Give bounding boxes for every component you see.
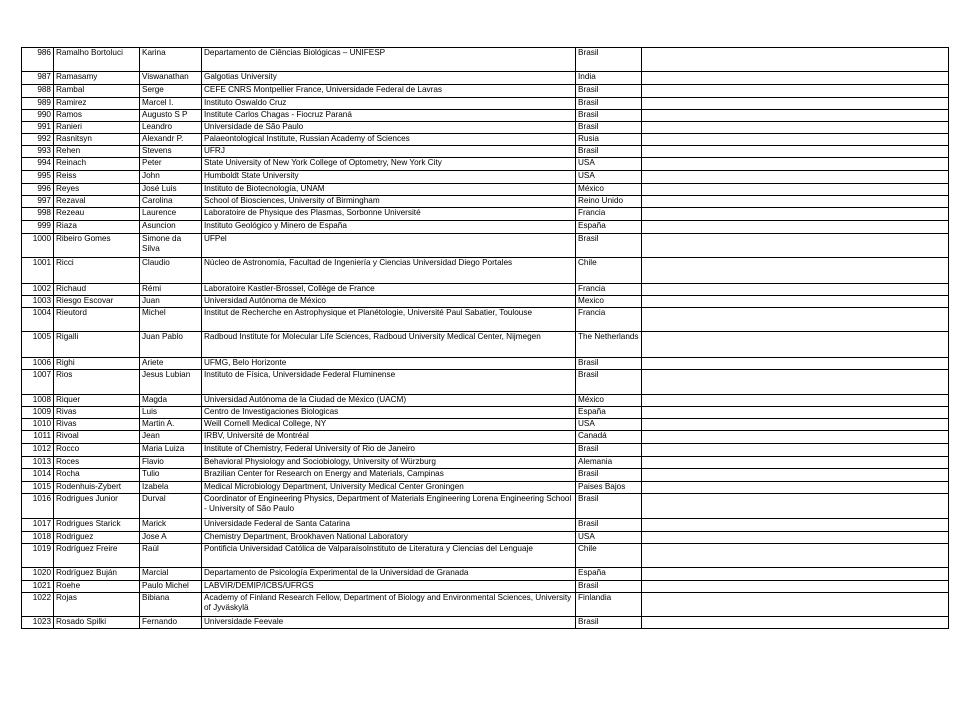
- given-name-cell: Paulo Michel: [140, 581, 202, 593]
- country-cell: Brasil: [576, 85, 642, 98]
- country-cell: Finlandia: [576, 593, 642, 617]
- surname-cell: Roces: [54, 457, 140, 469]
- surname-cell: Rivas: [54, 407, 140, 419]
- given-name-cell: Karina: [140, 48, 202, 72]
- empty-cell: [642, 98, 949, 110]
- row-number: 1003: [22, 296, 54, 308]
- row-number: 1004: [22, 308, 54, 332]
- country-cell: Francia: [576, 208, 642, 221]
- empty-cell: [642, 444, 949, 457]
- table-row: [22, 519, 949, 532]
- institution-cell: Weill Cornell Medical College, NY: [202, 419, 576, 431]
- surname-cell: Riesgo Escovar: [54, 296, 140, 308]
- empty-cell: [642, 469, 949, 482]
- given-name-cell: Simone da Silva: [140, 234, 202, 258]
- table-row: [22, 196, 949, 208]
- empty-cell: [642, 85, 949, 98]
- given-name-cell: Marick: [140, 519, 202, 532]
- institution-cell: IRBV, Université de Montréal: [202, 431, 576, 444]
- empty-cell: [642, 184, 949, 196]
- empty-cell: [642, 332, 949, 358]
- empty-cell: [642, 544, 949, 568]
- given-name-cell: Claudio: [140, 258, 202, 284]
- row-number: 996: [22, 184, 54, 196]
- table-row: [22, 184, 949, 196]
- surname-cell: Righi: [54, 358, 140, 370]
- country-cell: Francia: [576, 284, 642, 296]
- country-cell: Brasil: [576, 469, 642, 482]
- given-name-cell: Juan: [140, 296, 202, 308]
- country-cell: Brasil: [576, 98, 642, 110]
- country-cell: España: [576, 221, 642, 234]
- empty-cell: [642, 581, 949, 593]
- row-number: 1014: [22, 469, 54, 482]
- row-number: 999: [22, 221, 54, 234]
- surname-cell: Rezeau: [54, 208, 140, 221]
- row-number: 989: [22, 98, 54, 110]
- given-name-cell: Jean: [140, 431, 202, 444]
- surname-cell: Reinach: [54, 158, 140, 171]
- institution-cell: UFRJ: [202, 146, 576, 158]
- surname-cell: Rieutord: [54, 308, 140, 332]
- country-cell: India: [576, 72, 642, 85]
- table-row: [22, 258, 949, 284]
- given-name-cell: Michel: [140, 308, 202, 332]
- empty-cell: [642, 519, 949, 532]
- institution-cell: Departamento de Psicología Experimental de la Universidad de Granada: [202, 568, 576, 581]
- given-name-cell: John: [140, 171, 202, 184]
- surname-cell: Rehen: [54, 146, 140, 158]
- country-cell: Brasil: [576, 48, 642, 72]
- surname-cell: Rivoal: [54, 431, 140, 444]
- given-name-cell: Viswanathan: [140, 72, 202, 85]
- table-row: [22, 494, 949, 519]
- institution-cell: Universidad Autónoma de México: [202, 296, 576, 308]
- surname-cell: Richaud: [54, 284, 140, 296]
- table-row: [22, 158, 949, 171]
- table-row: [22, 358, 949, 370]
- row-number: 988: [22, 85, 54, 98]
- table-row: [22, 134, 949, 146]
- empty-cell: [642, 494, 949, 519]
- table-row: [22, 568, 949, 581]
- surname-cell: Ramalho Bortoluci: [54, 48, 140, 72]
- row-number: 1000: [22, 234, 54, 258]
- given-name-cell: Jesus Lubian: [140, 370, 202, 395]
- country-cell: Alemania: [576, 457, 642, 469]
- empty-cell: [642, 171, 949, 184]
- country-cell: Brasil: [576, 444, 642, 457]
- country-cell: Rusia: [576, 134, 642, 146]
- surname-cell: Rodrïguez Buján: [54, 568, 140, 581]
- country-cell: Canadá: [576, 431, 642, 444]
- table-row: [22, 48, 949, 72]
- table-row: [22, 431, 949, 444]
- surname-cell: Rocco: [54, 444, 140, 457]
- surname-cell: Rasnitsyn: [54, 134, 140, 146]
- surname-cell: Rodenhuis-Zybert: [54, 482, 140, 494]
- country-cell: USA: [576, 158, 642, 171]
- surname-cell: Ricci: [54, 258, 140, 284]
- given-name-cell: Ariete: [140, 358, 202, 370]
- institution-cell: Departamento de Ciências Biológicas – UNIFESP: [202, 48, 576, 72]
- table-row: [22, 617, 949, 629]
- empty-cell: [642, 457, 949, 469]
- row-number: 990: [22, 110, 54, 122]
- institution-cell: Laboratoire Kastler-Brossel, Collège de France: [202, 284, 576, 296]
- table-row: [22, 171, 949, 184]
- given-name-cell: Fernando: [140, 617, 202, 629]
- institution-cell: Universidade Federal de Santa Catarina: [202, 519, 576, 532]
- table-row: [22, 482, 949, 494]
- institution-cell: Behavioral Physiology and Sociobiology, University of Würzburg: [202, 457, 576, 469]
- surname-cell: Riaza: [54, 221, 140, 234]
- given-name-cell: Augusto S P: [140, 110, 202, 122]
- surname-cell: Rosado Spilki: [54, 617, 140, 629]
- empty-cell: [642, 358, 949, 370]
- institution-cell: Centro de Investigaciones Biologicas: [202, 407, 576, 419]
- surname-cell: Rojas: [54, 593, 140, 617]
- row-number: 1015: [22, 482, 54, 494]
- row-number: 1009: [22, 407, 54, 419]
- table-row: [22, 98, 949, 110]
- row-number: 1019: [22, 544, 54, 568]
- row-number: 1017: [22, 519, 54, 532]
- row-number: 1020: [22, 568, 54, 581]
- given-name-cell: Juan Pablo: [140, 332, 202, 358]
- empty-cell: [642, 208, 949, 221]
- table-row: [22, 284, 949, 296]
- table-row: [22, 544, 949, 568]
- row-number: 1018: [22, 532, 54, 544]
- country-cell: Chile: [576, 544, 642, 568]
- surname-cell: Rodrigues Starick: [54, 519, 140, 532]
- table-row: [22, 234, 949, 258]
- country-cell: Brasil: [576, 234, 642, 258]
- surname-cell: Ramos: [54, 110, 140, 122]
- institution-cell: Palaeontological Institute, Russian Academy of Sciences: [202, 134, 576, 146]
- table-row: [22, 332, 949, 358]
- table-row: [22, 407, 949, 419]
- institution-cell: Instituto Geológico y Minero de España: [202, 221, 576, 234]
- empty-cell: [642, 284, 949, 296]
- institution-cell: Instituto Oswaldo Cruz: [202, 98, 576, 110]
- country-cell: España: [576, 568, 642, 581]
- empty-cell: [642, 72, 949, 85]
- table-row: [22, 146, 949, 158]
- row-number: 986: [22, 48, 54, 72]
- given-name-cell: Bibiana: [140, 593, 202, 617]
- empty-cell: [642, 122, 949, 134]
- given-name-cell: Izabela: [140, 482, 202, 494]
- empty-cell: [642, 134, 949, 146]
- empty-cell: [642, 482, 949, 494]
- row-number: 1012: [22, 444, 54, 457]
- surname-cell: Rigalli: [54, 332, 140, 358]
- given-name-cell: Magda: [140, 395, 202, 407]
- empty-cell: [642, 258, 949, 284]
- country-cell: Brasil: [576, 581, 642, 593]
- country-cell: España: [576, 407, 642, 419]
- empty-cell: [642, 395, 949, 407]
- row-number: 1021: [22, 581, 54, 593]
- institution-cell: Galgotias University: [202, 72, 576, 85]
- country-cell: Brasil: [576, 617, 642, 629]
- country-cell: Brasil: [576, 122, 642, 134]
- institution-cell: School of Biosciences, University of Birmingham: [202, 196, 576, 208]
- table-row: [22, 308, 949, 332]
- surname-cell: Ranieri: [54, 122, 140, 134]
- row-number: 1016: [22, 494, 54, 519]
- institution-cell: Chemistry Department, Brookhaven National Laboratory: [202, 532, 576, 544]
- empty-cell: [642, 370, 949, 395]
- surname-cell: Ribeiro Gomes: [54, 234, 140, 258]
- institution-cell: Institute Carlos Chagas - Fiocruz Paraná: [202, 110, 576, 122]
- surname-cell: Ramasamy: [54, 72, 140, 85]
- table-row: [22, 72, 949, 85]
- institution-cell: Brazilian Center for Research on Energy and Materials, Campinas: [202, 469, 576, 482]
- given-name-cell: Maria Luiza: [140, 444, 202, 457]
- institution-cell: Pontificia Universidad Católica de ValparaísoInstituto de Literatura y Ciencias del Lenguaje: [202, 544, 576, 568]
- empty-cell: [642, 407, 949, 419]
- given-name-cell: Marcial: [140, 568, 202, 581]
- signatories-table: [21, 47, 949, 629]
- country-cell: Paises Bajos: [576, 482, 642, 494]
- institution-cell: Coordinator of Engineering Physics, Department of Materials Engineering Lorena Engineering School - University of São Paulo: [202, 494, 576, 519]
- row-number: 1005: [22, 332, 54, 358]
- row-number: 1008: [22, 395, 54, 407]
- row-number: 998: [22, 208, 54, 221]
- given-name-cell: Jose A: [140, 532, 202, 544]
- empty-cell: [642, 419, 949, 431]
- surname-cell: Rodriguez: [54, 532, 140, 544]
- given-name-cell: Peter: [140, 158, 202, 171]
- institution-cell: Humboldt State University: [202, 171, 576, 184]
- country-cell: Brasil: [576, 110, 642, 122]
- institution-cell: Laboratoire de Physique des Plasmas, Sorbonne Université: [202, 208, 576, 221]
- given-name-cell: Marcel I.: [140, 98, 202, 110]
- given-name-cell: Luis: [140, 407, 202, 419]
- row-number: 1010: [22, 419, 54, 431]
- institution-cell: Universidade Feevale: [202, 617, 576, 629]
- surname-cell: Rios: [54, 370, 140, 395]
- table-row: [22, 457, 949, 469]
- empty-cell: [642, 617, 949, 629]
- given-name-cell: Rémi: [140, 284, 202, 296]
- empty-cell: [642, 146, 949, 158]
- table-row: [22, 110, 949, 122]
- row-number: 995: [22, 171, 54, 184]
- surname-cell: Ramirez: [54, 98, 140, 110]
- given-name-cell: José Luis: [140, 184, 202, 196]
- surname-cell: Rocha: [54, 469, 140, 482]
- country-cell: México: [576, 395, 642, 407]
- given-name-cell: Asuncion: [140, 221, 202, 234]
- empty-cell: [642, 431, 949, 444]
- row-number: 987: [22, 72, 54, 85]
- country-cell: The Netherlands: [576, 332, 642, 358]
- table-row: [22, 85, 949, 98]
- empty-cell: [642, 196, 949, 208]
- table-row: [22, 419, 949, 431]
- institution-cell: LABVIR/DEMIP/ICBS/UFRGS: [202, 581, 576, 593]
- given-name-cell: Durval: [140, 494, 202, 519]
- country-cell: México: [576, 184, 642, 196]
- row-number: 991: [22, 122, 54, 134]
- table-row: [22, 581, 949, 593]
- table-row: [22, 395, 949, 407]
- country-cell: Francia: [576, 308, 642, 332]
- country-cell: USA: [576, 532, 642, 544]
- institution-cell: Instituto de Biotecnología, UNAM: [202, 184, 576, 196]
- given-name-cell: Leandro: [140, 122, 202, 134]
- row-number: 993: [22, 146, 54, 158]
- table-row: [22, 221, 949, 234]
- surname-cell: Rambal: [54, 85, 140, 98]
- given-name-cell: Alexandr P.: [140, 134, 202, 146]
- row-number: 1002: [22, 284, 54, 296]
- table-row: [22, 593, 949, 617]
- country-cell: Mexico: [576, 296, 642, 308]
- institution-cell: UFMG, Belo Horizonte: [202, 358, 576, 370]
- given-name-cell: Martin A.: [140, 419, 202, 431]
- institution-cell: Institut de Recherche en Astrophysique et Planétologie, Université Paul Sabatier, Toulouse: [202, 308, 576, 332]
- row-number: 1022: [22, 593, 54, 617]
- institution-cell: Universidad Autónoma de la Ciudad de México (UACM): [202, 395, 576, 407]
- row-number: 992: [22, 134, 54, 146]
- table-row: [22, 208, 949, 221]
- row-number: 1023: [22, 617, 54, 629]
- country-cell: Brasil: [576, 494, 642, 519]
- country-cell: Chile: [576, 258, 642, 284]
- empty-cell: [642, 296, 949, 308]
- table-row: [22, 532, 949, 544]
- empty-cell: [642, 568, 949, 581]
- institution-cell: UFPel: [202, 234, 576, 258]
- institution-cell: Instituto de Física, Universidade Federal Fluminense: [202, 370, 576, 395]
- empty-cell: [642, 158, 949, 171]
- institution-cell: Institute of Chemistry, Federal University of Rio de Janeiro: [202, 444, 576, 457]
- table-row: [22, 444, 949, 457]
- institution-cell: Medical Microbiology Department, University Medical Center Groningen: [202, 482, 576, 494]
- country-cell: Brasil: [576, 519, 642, 532]
- row-number: 1007: [22, 370, 54, 395]
- country-cell: USA: [576, 419, 642, 431]
- surname-cell: Riquer: [54, 395, 140, 407]
- country-cell: Brasil: [576, 146, 642, 158]
- surname-cell: Rodrigues Junior: [54, 494, 140, 519]
- empty-cell: [642, 308, 949, 332]
- row-number: 1006: [22, 358, 54, 370]
- given-name-cell: Stevens: [140, 146, 202, 158]
- surname-cell: Roehe: [54, 581, 140, 593]
- surname-cell: Rezaval: [54, 196, 140, 208]
- empty-cell: [642, 110, 949, 122]
- country-cell: Brasil: [576, 370, 642, 395]
- institution-cell: Núcleo de Astronomía, Facultad de Ingeniería y Ciencias Universidad Diego Portales: [202, 258, 576, 284]
- row-number: 1013: [22, 457, 54, 469]
- institution-cell: Universidade de São Paulo: [202, 122, 576, 134]
- table-row: [22, 122, 949, 134]
- empty-cell: [642, 532, 949, 544]
- row-number: 997: [22, 196, 54, 208]
- row-number: 994: [22, 158, 54, 171]
- given-name-cell: Tulio: [140, 469, 202, 482]
- table-row: [22, 370, 949, 395]
- surname-cell: Rodríguez Freire: [54, 544, 140, 568]
- surname-cell: Rivas: [54, 419, 140, 431]
- surname-cell: Reiss: [54, 171, 140, 184]
- row-number: 1011: [22, 431, 54, 444]
- surname-cell: Reyes: [54, 184, 140, 196]
- institution-cell: Academy of Finland Research Fellow, Department of Biology and Environmental Sciences, University of Jyväskylä: [202, 593, 576, 617]
- given-name-cell: Flavio: [140, 457, 202, 469]
- given-name-cell: Raúl: [140, 544, 202, 568]
- institution-cell: State University of New York College of Optometry, New York City: [202, 158, 576, 171]
- institution-cell: CEFE CNRS Montpellier France, Universidade Federal de Lavras: [202, 85, 576, 98]
- table-row: [22, 469, 949, 482]
- table-body: [22, 48, 949, 629]
- country-cell: USA: [576, 171, 642, 184]
- given-name-cell: Laurence: [140, 208, 202, 221]
- empty-cell: [642, 234, 949, 258]
- table-row: [22, 296, 949, 308]
- given-name-cell: Serge: [140, 85, 202, 98]
- row-number: 1001: [22, 258, 54, 284]
- empty-cell: [642, 48, 949, 72]
- institution-cell: Radboud Institute for Molecular Life Sciences, Radboud University Medical Center, Nijmegen: [202, 332, 576, 358]
- empty-cell: [642, 593, 949, 617]
- given-name-cell: Carolina: [140, 196, 202, 208]
- country-cell: Brasil: [576, 358, 642, 370]
- empty-cell: [642, 221, 949, 234]
- country-cell: Reino Unido: [576, 196, 642, 208]
